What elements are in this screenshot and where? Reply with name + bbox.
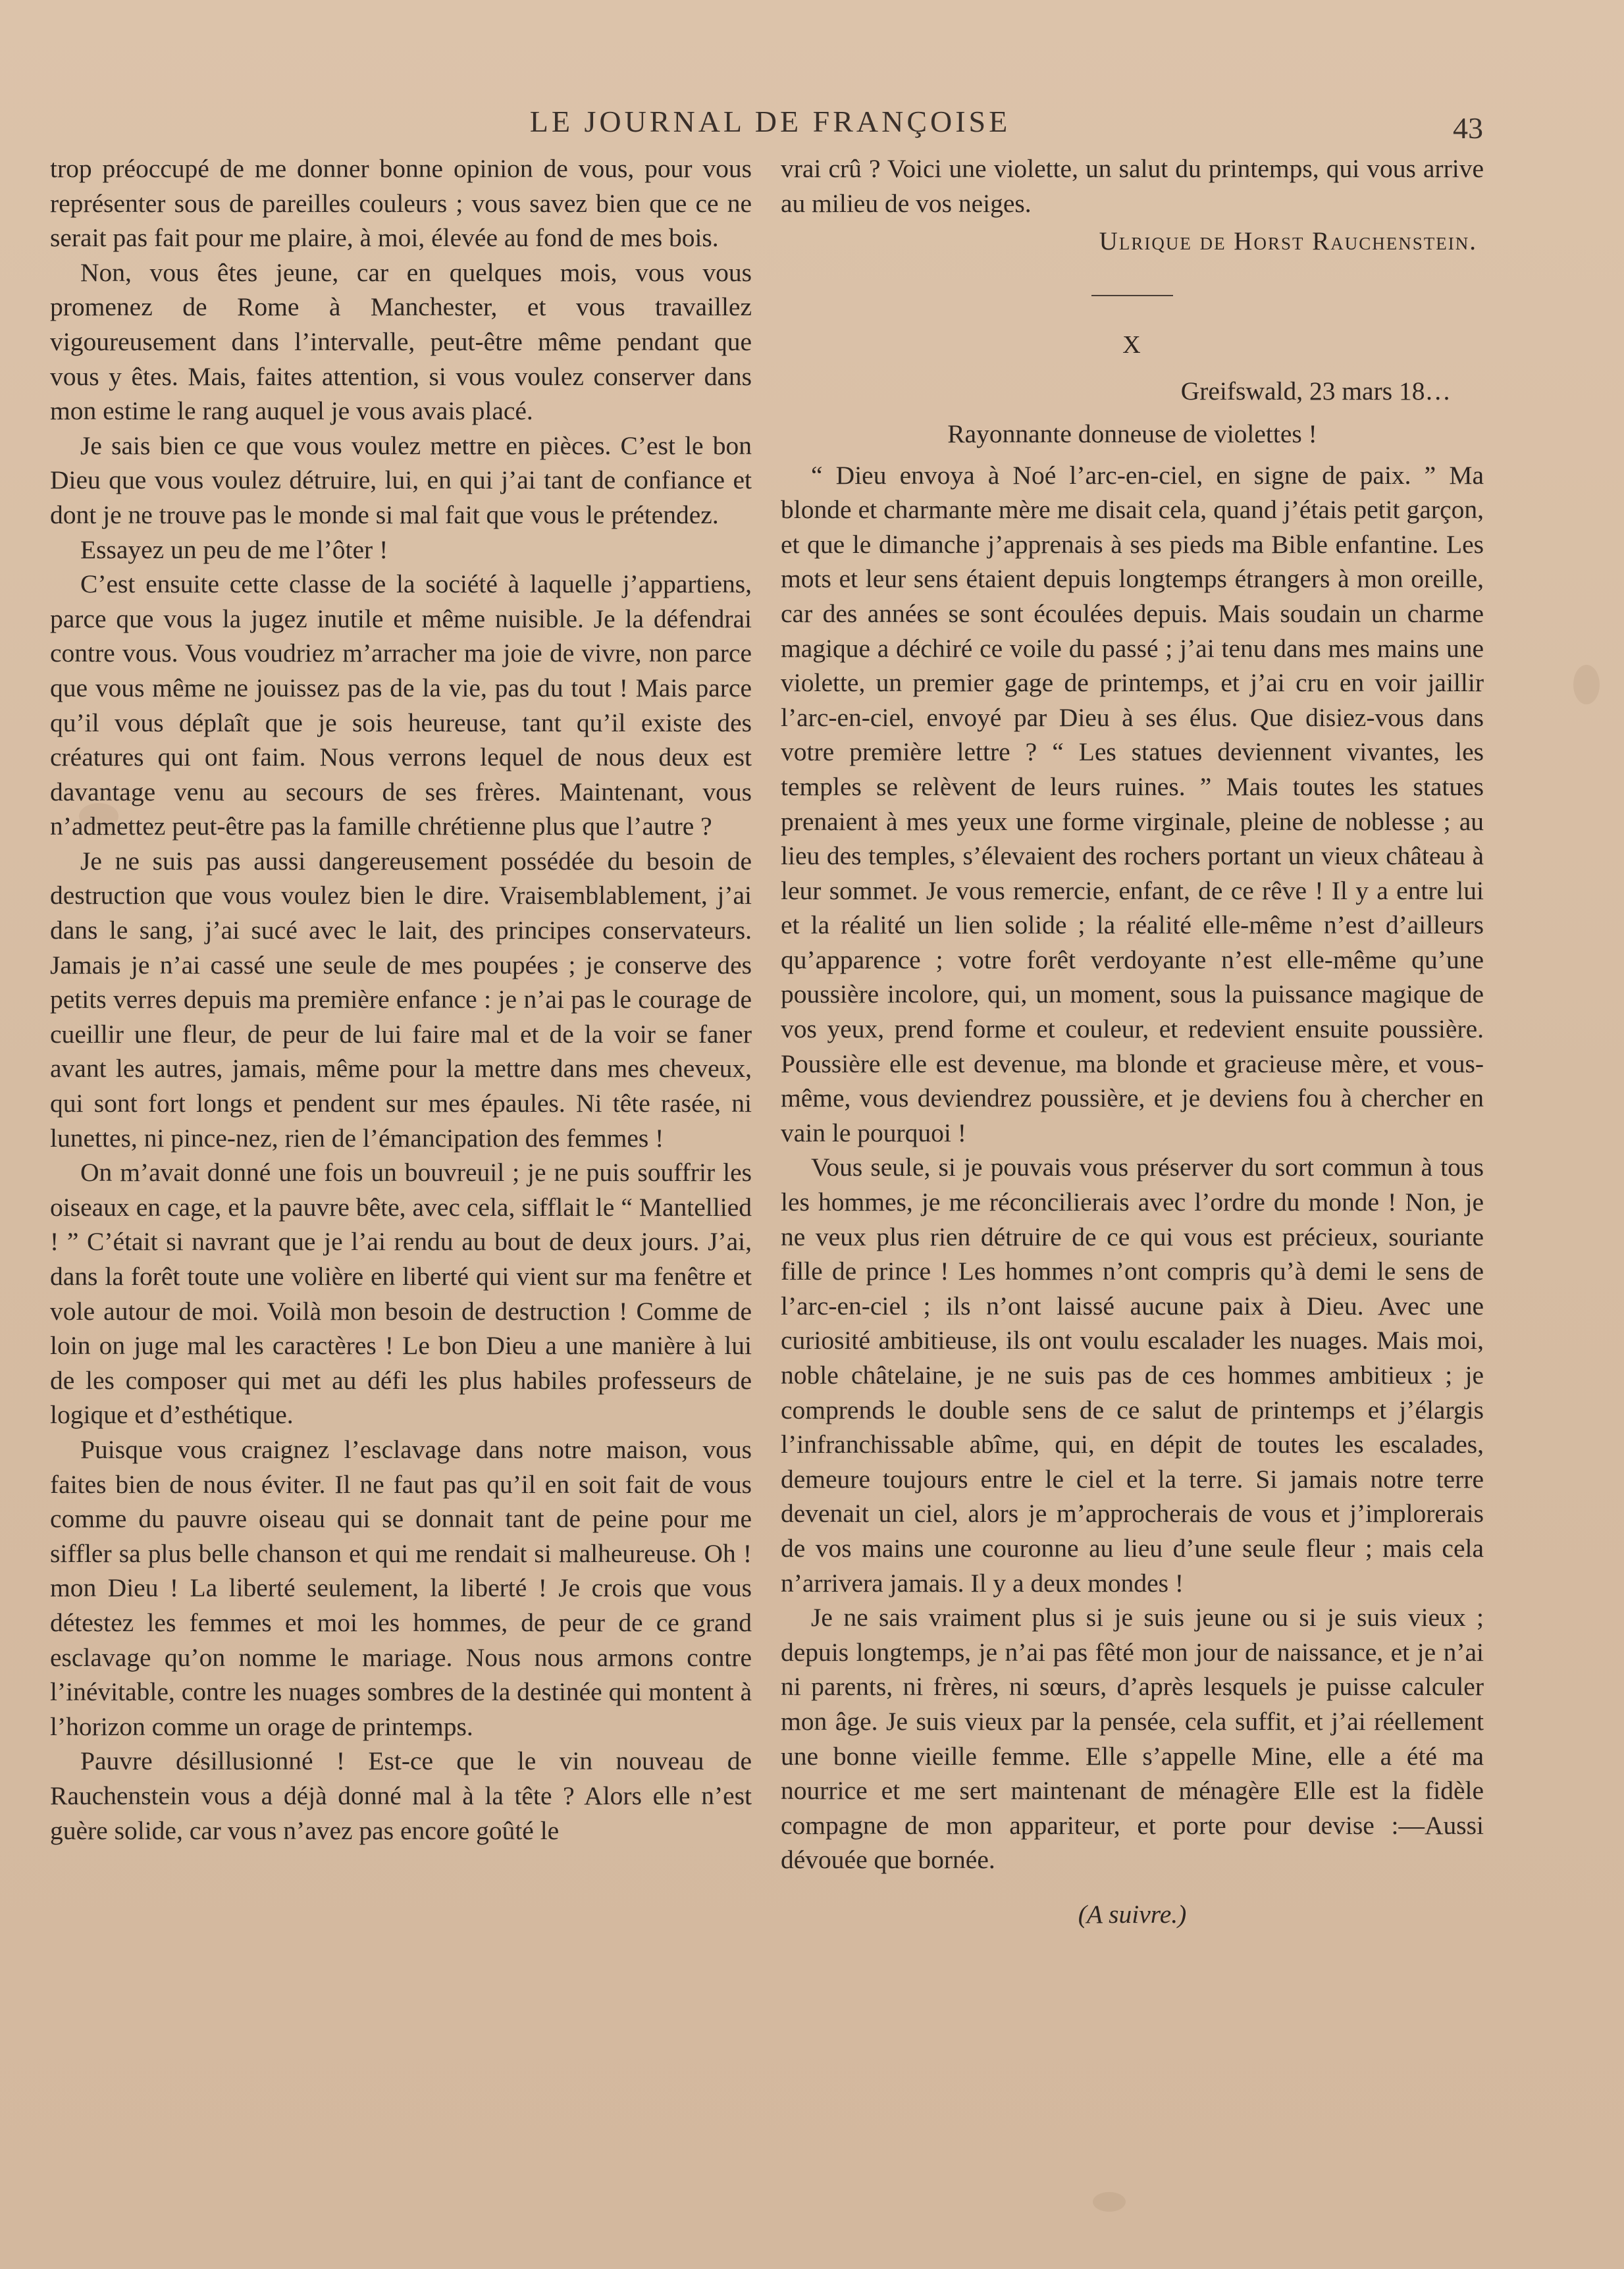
paragraph: Je ne suis pas aussi dangereusement possédée du besoin de destruction que vous voulez bien le dire. Vraisemblablement, j’ai dans le sang, j’ai sucé avec le lait, des principes conservateurs. Jamais je n’ai cassé une seule de mes poupées ; je conserve des petits verres depuis ma première enfance : je n’ai pas le courage de cueillir une fleur, de peur de lui faire mal et de la voir se faner avant les autres, jamais, même pour la mettre dans mes cheveux, qui sont fort longs et pendent sur mes épaules. Ni tête rasée, ni lunettes, ni pince-nez, rien de l’émancipation des femmes ! — [50, 846, 752, 1153]
letter-dateline: Greifswald, 23 mars 18… — [1180, 377, 1451, 406]
paragraph: vrai crû ? Voici une violette, un salut du printemps, qui vous arrive au milieu de vos neiges. — [781, 154, 1484, 218]
paragraph: C’est ensuite cette classe de la société à laquelle j’appartiens, parce que vous la jugez inutile et même nuisible. Je la défendrai contre vous. Vous voudriez m’arracher ma joie de vivre, non parce que vous même ne jouissez pas de la vie, pas du tout ! Mais parce qu’il vous déplaît que je sois heureuse, tant qu’il existe des créatures qui ont faim. Nous verrons lequel de nous deux est davantage venu au secours de ses frères. Maintenant, vous n’admettez peut-être pas la famille chrétienne plus que l’autre ? — [50, 569, 752, 841]
paper-stain — [1093, 2192, 1126, 2212]
paper-stain — [1573, 665, 1600, 704]
letter-number: X — [1122, 330, 1142, 359]
paragraph: On m’avait donné une fois un bouvreuil ; je ne puis souffrir les oiseaux en cage, et la pauvre bête, avec cela, sifflait le “ Mantellied ! ” C’était si navrant que je l’ai rendu au bout de deux jours. J’ai, dans la forêt toute une volière en liberté qui vient sur ma fenêtre et vole autour de moi. Voilà mon besoin de destruction ! Comme de loin on juge mal les caractères ! Le bon Dieu a une manière à lui de les composer qui met au défi les plus habiles professeurs de logique et d’esthétique. — [50, 1158, 752, 1430]
letter-salutation: Rayonnante donneuse de violettes ! — [947, 419, 1317, 448]
running-head — [0, 104, 1624, 150]
paragraph: Je ne sais vraiment plus si je suis jeune ou si je suis vieux ; depuis longtemps, je n’ai pas fêté mon jour de naissance, et je n’ai ni parents, ni frères, ni sœurs, d’après lesquels je puisse calculer mon âge. Je suis vieux par la pensée, cela suffit, et j’ai réellement une bonne vieille femme. Elle s’appelle Mine, elle a été ma nourrice et me sert maintenant de ménagère Elle est la fidèle compagne de mon appariteur, et porte pour devise :—Aussi dévouée que bornée. — [781, 1603, 1484, 1875]
paragraph: “ Dieu envoya à Noé l’arc-en-ciel, en signe de paix. ” Ma blonde et charmante mère me disait cela, quand j’étais petit garçon, et que le dimanche j’apprenais à ses pieds ma Bible enfantine. Les mots et leur sens étaient depuis longtemps étrangers à mon oreille, car des années se sont écoulées depuis. Mais soudain un charme magique a déchiré ce voile du passé ; j’ai tenu dans mes mains une violette, un premier gage de printemps, et j’ai cru en voir jaillir l’arc-en-ciel, envoyé par Dieu à ses élus. Que disiez-vous dans votre première lettre ? “ Les statues deviennent vivantes, les temples se relèvent de leurs ruines. ” Mais toutes les statues prenaient à mes yeux une forme virginale, pleine de noblesse ; au lieu des temples, s’élevaient des rochers portant un vieux château à leur sommet. Je vous remercie, enfant, de ce rêve ! Il y a entre lui et la réalité un lien solide ; la réalité elle-même n’est d’ailleurs qu’apparence ; votre forêt verdoyante n’est elle-même qu’une poussière incolore, qui, un moment, sous la puissance magique de vos yeux, prend forme et couleur, et redevient ensuite poussière. Poussière elle est devenue, ma blonde et gracieuse mère, et vous-même, vous deviendrez poussière, et je deviens fou à chercher en vain le pourquoi ! — [781, 460, 1484, 1147]
paragraph: Non, vous êtes jeune, car en quelques mois, vous vous promenez de Rome à Manchester, et vous travaillez vigoureusement dans l’intervalle, peut-être même pendant que vous y êtes. Mais, faites attention, si vous voulez conserver dans mon estime le rang auquel je vous avais placé. — [50, 257, 752, 426]
running-title: LE JOURNAL DE FRANÇOISE — [529, 105, 1011, 138]
to-be-continued: (A suivre.) — [1078, 1899, 1187, 1929]
page-number: 43 — [1453, 111, 1483, 145]
paragraph: Vous seule, si je pouvais vous préserver du sort commun à tous les hommes, je me réconcilierais avec l’ordre du monde ! Non, je ne veux plus rien détruire de ce qui vous est précieux, souriante fille de prince ! Les hommes n’ont compris qu’à demi le sens de l’arc-en-ciel ; ils n’ont laissé aucune paix à Dieu. Avec une curiosité ambitieuse, ils ont voulu escalader les nuages. Mais moi, noble châtelaine, je ne suis pas de ces hommes ambitieux ; je comprends le double sens de ce salut de printemps et j’élargis l’infranchissable abîme, qui, en dépit de toutes les escalades, demeure toujours entre le ciel et la terre. Si jamais notre terre devenait un ciel, alors je m’approcherais de vous et j’implorerais de vos mains une couronne au lieu d’une seule fleur ; mais cela n’arrivera jamais. Il y a deux mondes ! — [781, 1153, 1484, 1598]
paragraph: Essayez un peu de me l’ôter ! — [80, 535, 388, 564]
paragraph: trop préoccupé de me donner bonne opinion de vous, pour vous représenter sous de pareilles couleurs ; vous savez bien que ce ne serait pas fait pour me plaire, à moi, élevée au fond de mes bois. — [50, 154, 752, 253]
paragraph: Pauvre désillusionné ! Est-ce que le vin nouveau de Rauchenstein vous a déjà donné mal à la tête ? Alors elle n’est guère solide, car vous n’avez pas encore goûté le — [50, 1746, 752, 1845]
section-divider — [1091, 295, 1173, 296]
letter-signature: Ulrique de Horst Rauchenstein. — [1099, 227, 1477, 256]
right-column — [781, 151, 1484, 1932]
paragraph: Puisque vous craignez l’esclavage dans notre maison, vous faites bien de nous éviter. Il ne faut pas qu’il en soit fait de vous comme du pauvre oiseau qui se donnait tant de peine pour me siffler sa plus belle chanson et qui me rendait si malheureuse. Oh ! mon Dieu ! La liberté seulement, la liberté ! Je crois que vous détestez les femmes et moi les hommes, de peur de ce grand esclavage qu’on nomme le mariage. Nous nous armons contre l’inévitable, contre les nuages sombres de la destinée qui montent à l’horizon comme un orage de printemps. — [50, 1434, 752, 1741]
left-column — [50, 151, 752, 1848]
paragraph: Je sais bien ce que vous voulez mettre en pièces. C’est le bon Dieu que vous voulez détruire, lui, en qui j’ai tant de confiance et dont je ne trouve pas le monde si mal fait que vous le prétendez. — [50, 430, 752, 529]
